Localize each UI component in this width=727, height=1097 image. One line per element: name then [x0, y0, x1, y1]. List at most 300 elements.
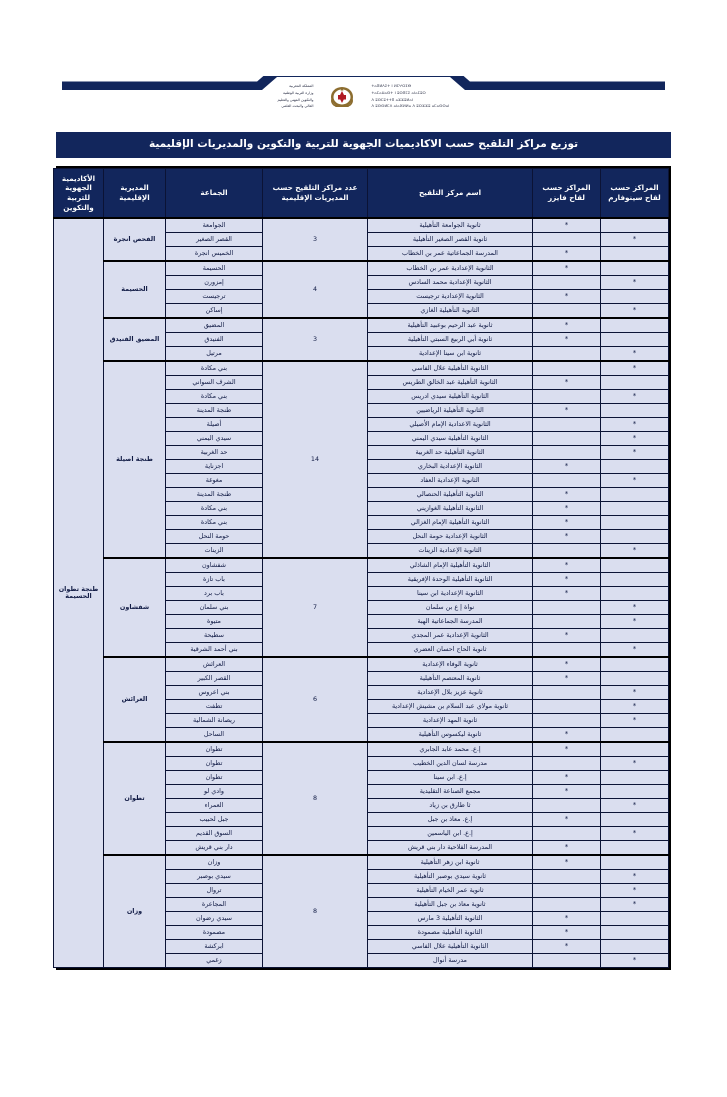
sinopharm-mark-icon: *	[632, 886, 637, 895]
cell-center-name: الثانوية التأهيلية الغازي	[368, 304, 533, 319]
pfizer-mark-icon: *	[564, 942, 569, 951]
cell-sinopharm-mark	[601, 516, 669, 530]
sinopharm-mark-icon: *	[632, 306, 637, 315]
cell-sinopharm-mark	[601, 376, 669, 390]
cell-center-name: ثانوية ابن زهر التأهيلية	[368, 855, 533, 870]
cell-sinopharm-mark	[601, 926, 669, 940]
cell-pfizer-mark	[533, 347, 601, 362]
cell-center-count: 8	[263, 742, 368, 855]
pfizer-mark-icon: *	[564, 914, 569, 923]
cell-province: وزان	[104, 855, 166, 968]
cell-sinopharm-mark	[601, 912, 669, 926]
cell-commune: وادي لو	[166, 785, 263, 799]
sinopharm-mark-icon: *	[632, 617, 637, 626]
table-row	[54, 361, 669, 376]
cell-pfizer-mark	[533, 474, 601, 488]
cell-commune: بني مكادة	[166, 502, 263, 516]
letterhead-tifinagh	[371, 84, 449, 109]
cell-sinopharm-mark	[601, 855, 669, 870]
cell-pfizer-mark	[533, 686, 601, 700]
cell-commune: متيوة	[166, 615, 263, 629]
cell-center-name: الثانوية التأهيلية الغوازيني	[368, 502, 533, 516]
cell-center-name: الثانوية الإعدادية محمد السادس	[368, 276, 533, 290]
cell-sinopharm-mark	[601, 771, 669, 785]
cell-pfizer-mark	[533, 615, 601, 629]
sinopharm-mark-icon: *	[632, 476, 637, 485]
cell-sinopharm-mark	[601, 247, 669, 262]
cell-pfizer-mark	[533, 912, 601, 926]
cell-commune: اجزناية	[166, 460, 263, 474]
cell-sinopharm-mark	[601, 361, 669, 376]
cell-center-name: الثانوية الإعدادية البخاري	[368, 460, 533, 474]
cell-center-name: المدرسة الفلاحية دار بني قريش	[368, 841, 533, 856]
cell-center-name: الثانوية الإعدادية حومة النحل	[368, 530, 533, 544]
letterhead-content	[62, 78, 665, 116]
table-row	[54, 657, 669, 672]
cell-sinopharm-mark	[601, 940, 669, 954]
column-header-province: المديرية الإقليمية	[104, 168, 166, 218]
cell-commune: سيدي رضوان	[166, 912, 263, 926]
letterhead-tifinagh-line-1: ⵜⴰⴳⵍⴷⵉⵜ ⵏ ⵍⵎⵖⵔⵉⴱ	[371, 84, 412, 89]
column-header-pfizer: المراكز حسب لقاح فايزر	[533, 168, 601, 218]
cell-commune: بني أحمد الشرقية	[166, 643, 263, 658]
sinopharm-mark-icon: *	[632, 759, 637, 768]
sinopharm-mark-icon: *	[632, 546, 637, 555]
cell-pfizer-mark	[533, 516, 601, 530]
cell-sinopharm-mark	[601, 290, 669, 304]
pfizer-mark-icon: *	[564, 674, 569, 683]
pfizer-mark-icon: *	[564, 928, 569, 937]
cell-commune: مرتيل	[166, 347, 263, 362]
cell-sinopharm-mark	[601, 714, 669, 728]
cell-commune: جبل لحبيب	[166, 813, 263, 827]
cell-sinopharm-mark	[601, 686, 669, 700]
cell-commune: ترجيست	[166, 290, 263, 304]
cell-commune: أصيلة	[166, 418, 263, 432]
cell-commune: الشرف السواني	[166, 376, 263, 390]
sinopharm-mark-icon: *	[632, 420, 637, 429]
cell-sinopharm-mark	[601, 474, 669, 488]
cell-pfizer-mark	[533, 940, 601, 954]
cell-center-name: الثانوية التأهيلية سيدي ادريس	[368, 390, 533, 404]
cell-commune: الساحل	[166, 728, 263, 743]
pfizer-mark-icon: *	[564, 335, 569, 344]
cell-province: الحسيمة	[104, 261, 166, 318]
cell-center-name: ثا طارق بن زياد	[368, 799, 533, 813]
table-row	[54, 318, 669, 333]
cell-pfizer-mark	[533, 530, 601, 544]
cell-pfizer-mark	[533, 418, 601, 432]
cell-commune: وزان	[166, 855, 263, 870]
pfizer-mark-icon: *	[564, 858, 569, 867]
cell-center-name: ثانوية القصر الصغير التأهيلية	[368, 233, 533, 247]
table-row	[54, 855, 669, 870]
cell-pfizer-mark	[533, 376, 601, 390]
cell-pfizer-mark	[533, 813, 601, 827]
cell-center-name: الثانوية الإعدادية الزينات	[368, 544, 533, 559]
cell-pfizer-mark	[533, 870, 601, 884]
cell-sinopharm-mark	[601, 418, 669, 432]
cell-commune: المجاعرة	[166, 898, 263, 912]
cell-commune: حد الغربية	[166, 446, 263, 460]
sinopharm-mark-icon: *	[632, 235, 637, 244]
cell-sinopharm-mark	[601, 728, 669, 743]
cell-center-count: 3	[263, 318, 368, 361]
cell-center-name: إ.ع. محمد عابد الجابري	[368, 742, 533, 757]
cell-commune: القصر الصغير	[166, 233, 263, 247]
cell-academy: طنجة تطوان الحسيمة	[54, 218, 104, 968]
cell-pfizer-mark	[533, 884, 601, 898]
cell-sinopharm-mark	[601, 615, 669, 629]
cell-pfizer-mark	[533, 390, 601, 404]
cell-commune: تطفت	[166, 700, 263, 714]
cell-sinopharm-mark	[601, 898, 669, 912]
cell-center-name: الثانوية الإعدادية عمر المجدي	[368, 629, 533, 643]
cell-commune: مصمودة	[166, 926, 263, 940]
letterhead-tifinagh-line-2: ⵜⴰⵎⴰⵡⴰⵙⵜ ⵏ ⵓⵙⴳⵎⵉ ⴰⵏⴰⵎⵓⵔ	[371, 90, 426, 95]
table-row	[54, 218, 669, 233]
letterhead-tifinagh-line-4: ⴷ ⵓⵙⵙⵍⵎⴷ ⴰⵏⴰⴼⵍⵍⴰ ⴷ ⵓⵔⵣⵣⵓ ⴰⵎⴰⵙⵙⴰⵏ	[371, 104, 450, 109]
cell-center-name: المدرسة الجماعاتية الهبة	[368, 615, 533, 629]
sinopharm-mark-icon: *	[632, 434, 637, 443]
cell-pfizer-mark	[533, 785, 601, 799]
cell-sinopharm-mark	[601, 884, 669, 898]
cell-province: المضيق الفنيدق	[104, 318, 166, 361]
cell-commune: حومة النحل	[166, 530, 263, 544]
table-row	[54, 742, 669, 757]
cell-sinopharm-mark	[601, 502, 669, 516]
cell-pfizer-mark	[533, 502, 601, 516]
cell-center-count: 8	[263, 855, 368, 968]
pfizer-mark-icon: *	[564, 561, 569, 570]
table-header	[54, 168, 669, 218]
cell-center-name: ثانوية ليكسوس التأهيلية	[368, 728, 533, 743]
cell-sinopharm-mark	[601, 390, 669, 404]
table-row	[54, 261, 669, 276]
cell-center-name: الثانوية التأهيلية سيدي اليمني	[368, 432, 533, 446]
cell-commune: باب تازة	[166, 573, 263, 587]
sinopharm-mark-icon: *	[632, 829, 637, 838]
cell-pfizer-mark	[533, 460, 601, 474]
cell-center-name: ثانوية مولاي عبد السلام بن مشيش الإعدادية	[368, 700, 533, 714]
table-row	[54, 558, 669, 573]
cell-sinopharm-mark	[601, 643, 669, 658]
sinopharm-mark-icon: *	[632, 603, 637, 612]
cell-sinopharm-mark	[601, 672, 669, 686]
cell-sinopharm-mark	[601, 573, 669, 587]
cell-center-name: الثانوية التأهيلية علال الفاسي	[368, 940, 533, 954]
pfizer-mark-icon: *	[564, 378, 569, 387]
cell-center-name: الثانوية الإعدادية ابن سينا	[368, 587, 533, 601]
cell-pfizer-mark	[533, 855, 601, 870]
cell-center-name: الثانوية التأهيلية الإمام الشاذلي	[368, 558, 533, 573]
cell-commune: بني اعروس	[166, 686, 263, 700]
cell-center-name: ثانوية عبد الرحيم بوعبيد التأهيلية	[368, 318, 533, 333]
cell-pfizer-mark	[533, 757, 601, 771]
cell-sinopharm-mark	[601, 601, 669, 615]
cell-sinopharm-mark	[601, 785, 669, 799]
cell-province: تطوان	[104, 742, 166, 855]
cell-sinopharm-mark	[601, 757, 669, 771]
cell-commune: سطيحة	[166, 629, 263, 643]
cell-sinopharm-mark	[601, 261, 669, 276]
pfizer-mark-icon: *	[564, 815, 569, 824]
cell-sinopharm-mark	[601, 841, 669, 856]
cell-commune: تروال	[166, 884, 263, 898]
column-header-center-name: اسم مركز التلقيح	[368, 168, 533, 218]
cell-commune: زغمي	[166, 954, 263, 968]
cell-center-name: الثانوية التأهيلية الوحدة الإفريقية	[368, 573, 533, 587]
cell-center-name: الثانوية التأهيلية حد الغربية	[368, 446, 533, 460]
cell-center-name: إ.ع. معاذ بن جبل	[368, 813, 533, 827]
cell-pfizer-mark	[533, 742, 601, 757]
pfizer-mark-icon: *	[564, 730, 569, 739]
pfizer-mark-icon: *	[564, 518, 569, 527]
vaccination-centers-table	[53, 168, 669, 969]
vaccination-centers-table-wrapper	[56, 166, 671, 971]
cell-center-name: الثانوية التأهيلية الإمام الغزالي	[368, 516, 533, 530]
cell-center-name: مجمع الصناعة التقليدية	[368, 785, 533, 799]
cell-pfizer-mark	[533, 629, 601, 643]
cell-pfizer-mark	[533, 672, 601, 686]
sinopharm-mark-icon: *	[632, 801, 637, 810]
cell-center-name: مدرسة لسان الدين الخطيب	[368, 757, 533, 771]
cell-commune: شفشاون	[166, 558, 263, 573]
pfizer-mark-icon: *	[564, 462, 569, 471]
cell-pfizer-mark	[533, 714, 601, 728]
cell-commune: الخميس انجرة	[166, 247, 263, 262]
cell-sinopharm-mark	[601, 558, 669, 573]
cell-sinopharm-mark	[601, 488, 669, 502]
pfizer-mark-icon: *	[564, 532, 569, 541]
letterhead-arabic-line-3: والتكوين المهني والتعليم	[277, 97, 314, 102]
letterhead	[62, 68, 665, 128]
cell-center-name: الثانوية الاعدادية الإمام الأصيلي	[368, 418, 533, 432]
cell-pfizer-mark	[533, 657, 601, 672]
cell-center-name: ثانوية عزيز بلال الإعدادية	[368, 686, 533, 700]
cell-center-count: 4	[263, 261, 368, 318]
column-header-commune: الجماعة	[166, 168, 263, 218]
cell-sinopharm-mark	[601, 799, 669, 813]
cell-sinopharm-mark	[601, 700, 669, 714]
cell-sinopharm-mark	[601, 276, 669, 290]
cell-center-name: الثانوية الإعدادية ترجيست	[368, 290, 533, 304]
cell-commune: طنجة المدينة	[166, 404, 263, 418]
sinopharm-mark-icon: *	[632, 278, 637, 287]
cell-pfizer-mark	[533, 827, 601, 841]
sinopharm-mark-icon: *	[632, 716, 637, 725]
cell-commune: القصر الكبير	[166, 672, 263, 686]
cell-center-name: الثانوية التأهيلية مصمودة	[368, 926, 533, 940]
sinopharm-mark-icon: *	[632, 364, 637, 373]
cell-pfizer-mark	[533, 318, 601, 333]
cell-commune: العرائش	[166, 657, 263, 672]
cell-sinopharm-mark	[601, 629, 669, 643]
cell-center-name: الثانوية التأهيلية الحنصالي	[368, 488, 533, 502]
column-header-academy: الأكاديمية الجهوية للتربية والتكوين	[54, 168, 104, 218]
cell-pfizer-mark	[533, 799, 601, 813]
cell-commune: السوق القديم	[166, 827, 263, 841]
cell-center-name: الثانوية التأهيلية الرياضيين	[368, 404, 533, 418]
sinopharm-mark-icon: *	[632, 349, 637, 358]
column-header-count: عدد مراكز التلقيح حسب المديريات الإقليمية	[263, 168, 368, 218]
cell-sinopharm-mark	[601, 813, 669, 827]
cell-commune: تطوان	[166, 742, 263, 757]
cell-sinopharm-mark	[601, 218, 669, 233]
pfizer-mark-icon: *	[564, 292, 569, 301]
cell-province: الفحص انجرة	[104, 218, 166, 261]
cell-sinopharm-mark	[601, 954, 669, 968]
cell-province: طنجة اصيلة	[104, 361, 166, 558]
cell-pfizer-mark	[533, 261, 601, 276]
cell-pfizer-mark	[533, 728, 601, 743]
cell-commune: ريصانة الشمالية	[166, 714, 263, 728]
cell-center-name: إ.ع. ابن سينا	[368, 771, 533, 785]
cell-commune: بني سلمان	[166, 601, 263, 615]
letterhead-arabic-line-4: العالي والبحث العلمي	[281, 104, 314, 109]
cell-pfizer-mark	[533, 954, 601, 968]
sinopharm-mark-icon: *	[632, 872, 637, 881]
table-body	[54, 218, 669, 968]
table-header-row	[54, 168, 669, 218]
pfizer-mark-icon: *	[564, 575, 569, 584]
cell-center-name: الثانوية التأهيلية عبد الخالق الطريس	[368, 376, 533, 390]
cell-pfizer-mark	[533, 573, 601, 587]
pfizer-mark-icon: *	[564, 631, 569, 640]
pfizer-mark-icon: *	[564, 264, 569, 273]
cell-sinopharm-mark	[601, 544, 669, 559]
sinopharm-mark-icon: *	[632, 956, 637, 965]
pfizer-mark-icon: *	[564, 843, 569, 852]
cell-center-name: الثانوية الإعدادية العفاد	[368, 474, 533, 488]
cell-pfizer-mark	[533, 361, 601, 376]
cell-commune: دار بني قريش	[166, 841, 263, 856]
cell-commune: الجوامعة	[166, 218, 263, 233]
cell-pfizer-mark	[533, 404, 601, 418]
pfizer-mark-icon: *	[564, 773, 569, 782]
letterhead-arabic-line-1: المملكة المغربية	[289, 84, 314, 89]
cell-pfizer-mark	[533, 544, 601, 559]
pfizer-mark-icon: *	[564, 490, 569, 499]
cell-center-name: ثانوية الوفاء الإعدادية	[368, 657, 533, 672]
sinopharm-mark-icon: *	[632, 392, 637, 401]
cell-commune: المضيق	[166, 318, 263, 333]
cell-sinopharm-mark	[601, 233, 669, 247]
sinopharm-mark-icon: *	[632, 645, 637, 654]
letterhead-arabic	[277, 84, 313, 109]
cell-sinopharm-mark	[601, 432, 669, 446]
cell-commune: الزينات	[166, 544, 263, 559]
cell-sinopharm-mark	[601, 460, 669, 474]
cell-sinopharm-mark	[601, 530, 669, 544]
cell-center-name: ثانوية الجوامعة التأهيلية	[368, 218, 533, 233]
cell-commune: مغوغة	[166, 474, 263, 488]
cell-commune: العمراء	[166, 799, 263, 813]
cell-center-name: المدرسة الجماعاتية عمر بن الخطاب	[368, 247, 533, 262]
pfizer-mark-icon: *	[564, 221, 569, 230]
sinopharm-mark-icon: *	[632, 900, 637, 909]
cell-sinopharm-mark	[601, 587, 669, 601]
cell-pfizer-mark	[533, 247, 601, 262]
cell-center-name: ثانوية المهد الإعدادية	[368, 714, 533, 728]
cell-center-name: الثانوية الإعدادية عمر بن الخطاب	[368, 261, 533, 276]
cell-center-name: نواة إ ع بن سلمان	[368, 601, 533, 615]
cell-commune: سيدي اليمني	[166, 432, 263, 446]
cell-commune: الحسيمة	[166, 261, 263, 276]
cell-center-name: ثانوية أبي الربيع السبتي التأهيلية	[368, 333, 533, 347]
cell-center-name: إ.ع. ابن الياسمين	[368, 827, 533, 841]
letterhead-arabic-line-2: وزارة التربية الوطنية	[283, 90, 314, 95]
cell-province: العرائش	[104, 657, 166, 742]
cell-commune: إمزورن	[166, 276, 263, 290]
cell-pfizer-mark	[533, 898, 601, 912]
cell-pfizer-mark	[533, 601, 601, 615]
pfizer-mark-icon: *	[564, 249, 569, 258]
cell-pfizer-mark	[533, 643, 601, 658]
cell-pfizer-mark	[533, 771, 601, 785]
cell-commune: طنجة المدينة	[166, 488, 263, 502]
cell-commune: بني مكادة	[166, 361, 263, 376]
cell-center-name: ثانوية سيدي بوصبر التأهيلية	[368, 870, 533, 884]
cell-sinopharm-mark	[601, 827, 669, 841]
cell-pfizer-mark	[533, 290, 601, 304]
cell-sinopharm-mark	[601, 742, 669, 757]
cell-sinopharm-mark	[601, 304, 669, 319]
cell-sinopharm-mark	[601, 657, 669, 672]
pfizer-mark-icon: *	[564, 504, 569, 513]
cell-pfizer-mark	[533, 700, 601, 714]
cell-sinopharm-mark	[601, 318, 669, 333]
cell-center-name: مدرسة أنوال	[368, 954, 533, 968]
cell-sinopharm-mark	[601, 333, 669, 347]
cell-pfizer-mark	[533, 233, 601, 247]
cell-commune: سيدي بوصبر	[166, 870, 263, 884]
document-page	[0, 68, 727, 1097]
cell-sinopharm-mark	[601, 404, 669, 418]
cell-sinopharm-mark	[601, 446, 669, 460]
cell-pfizer-mark	[533, 926, 601, 940]
sinopharm-mark-icon: *	[632, 448, 637, 457]
cell-sinopharm-mark	[601, 347, 669, 362]
page-title: توزيع مراكز التلقيح حسب الاكاديميات الجهوية للتربية والتكوين والمديريات الإقليمية	[56, 132, 671, 158]
cell-pfizer-mark	[533, 587, 601, 601]
cell-center-count: 6	[263, 657, 368, 742]
cell-commune: ابركشة	[166, 940, 263, 954]
cell-pfizer-mark	[533, 218, 601, 233]
pfizer-mark-icon: *	[564, 406, 569, 415]
cell-commune: الفنيدق	[166, 333, 263, 347]
pfizer-mark-icon: *	[564, 787, 569, 796]
pfizer-mark-icon: *	[564, 589, 569, 598]
cell-commune: باب برد	[166, 587, 263, 601]
cell-commune: إساكن	[166, 304, 263, 319]
pfizer-mark-icon: *	[564, 660, 569, 669]
sinopharm-mark-icon: *	[632, 688, 637, 697]
cell-pfizer-mark	[533, 446, 601, 460]
cell-province: شفشاون	[104, 558, 166, 657]
cell-center-count: 7	[263, 558, 368, 657]
cell-pfizer-mark	[533, 333, 601, 347]
cell-center-count: 3	[263, 218, 368, 261]
cell-commune: بني مكادة	[166, 516, 263, 530]
column-header-sinopharm: المراكز حسب لقاح سينوفارم	[601, 168, 669, 218]
cell-center-name: ثانوية الحاج احسان العضري	[368, 643, 533, 658]
cell-sinopharm-mark	[601, 870, 669, 884]
sinopharm-mark-icon: *	[632, 702, 637, 711]
cell-center-name: ثانوية ابن سينا الإعدادية	[368, 347, 533, 362]
cell-center-count: 14	[263, 361, 368, 558]
morocco-coat-of-arms-icon	[327, 82, 357, 112]
